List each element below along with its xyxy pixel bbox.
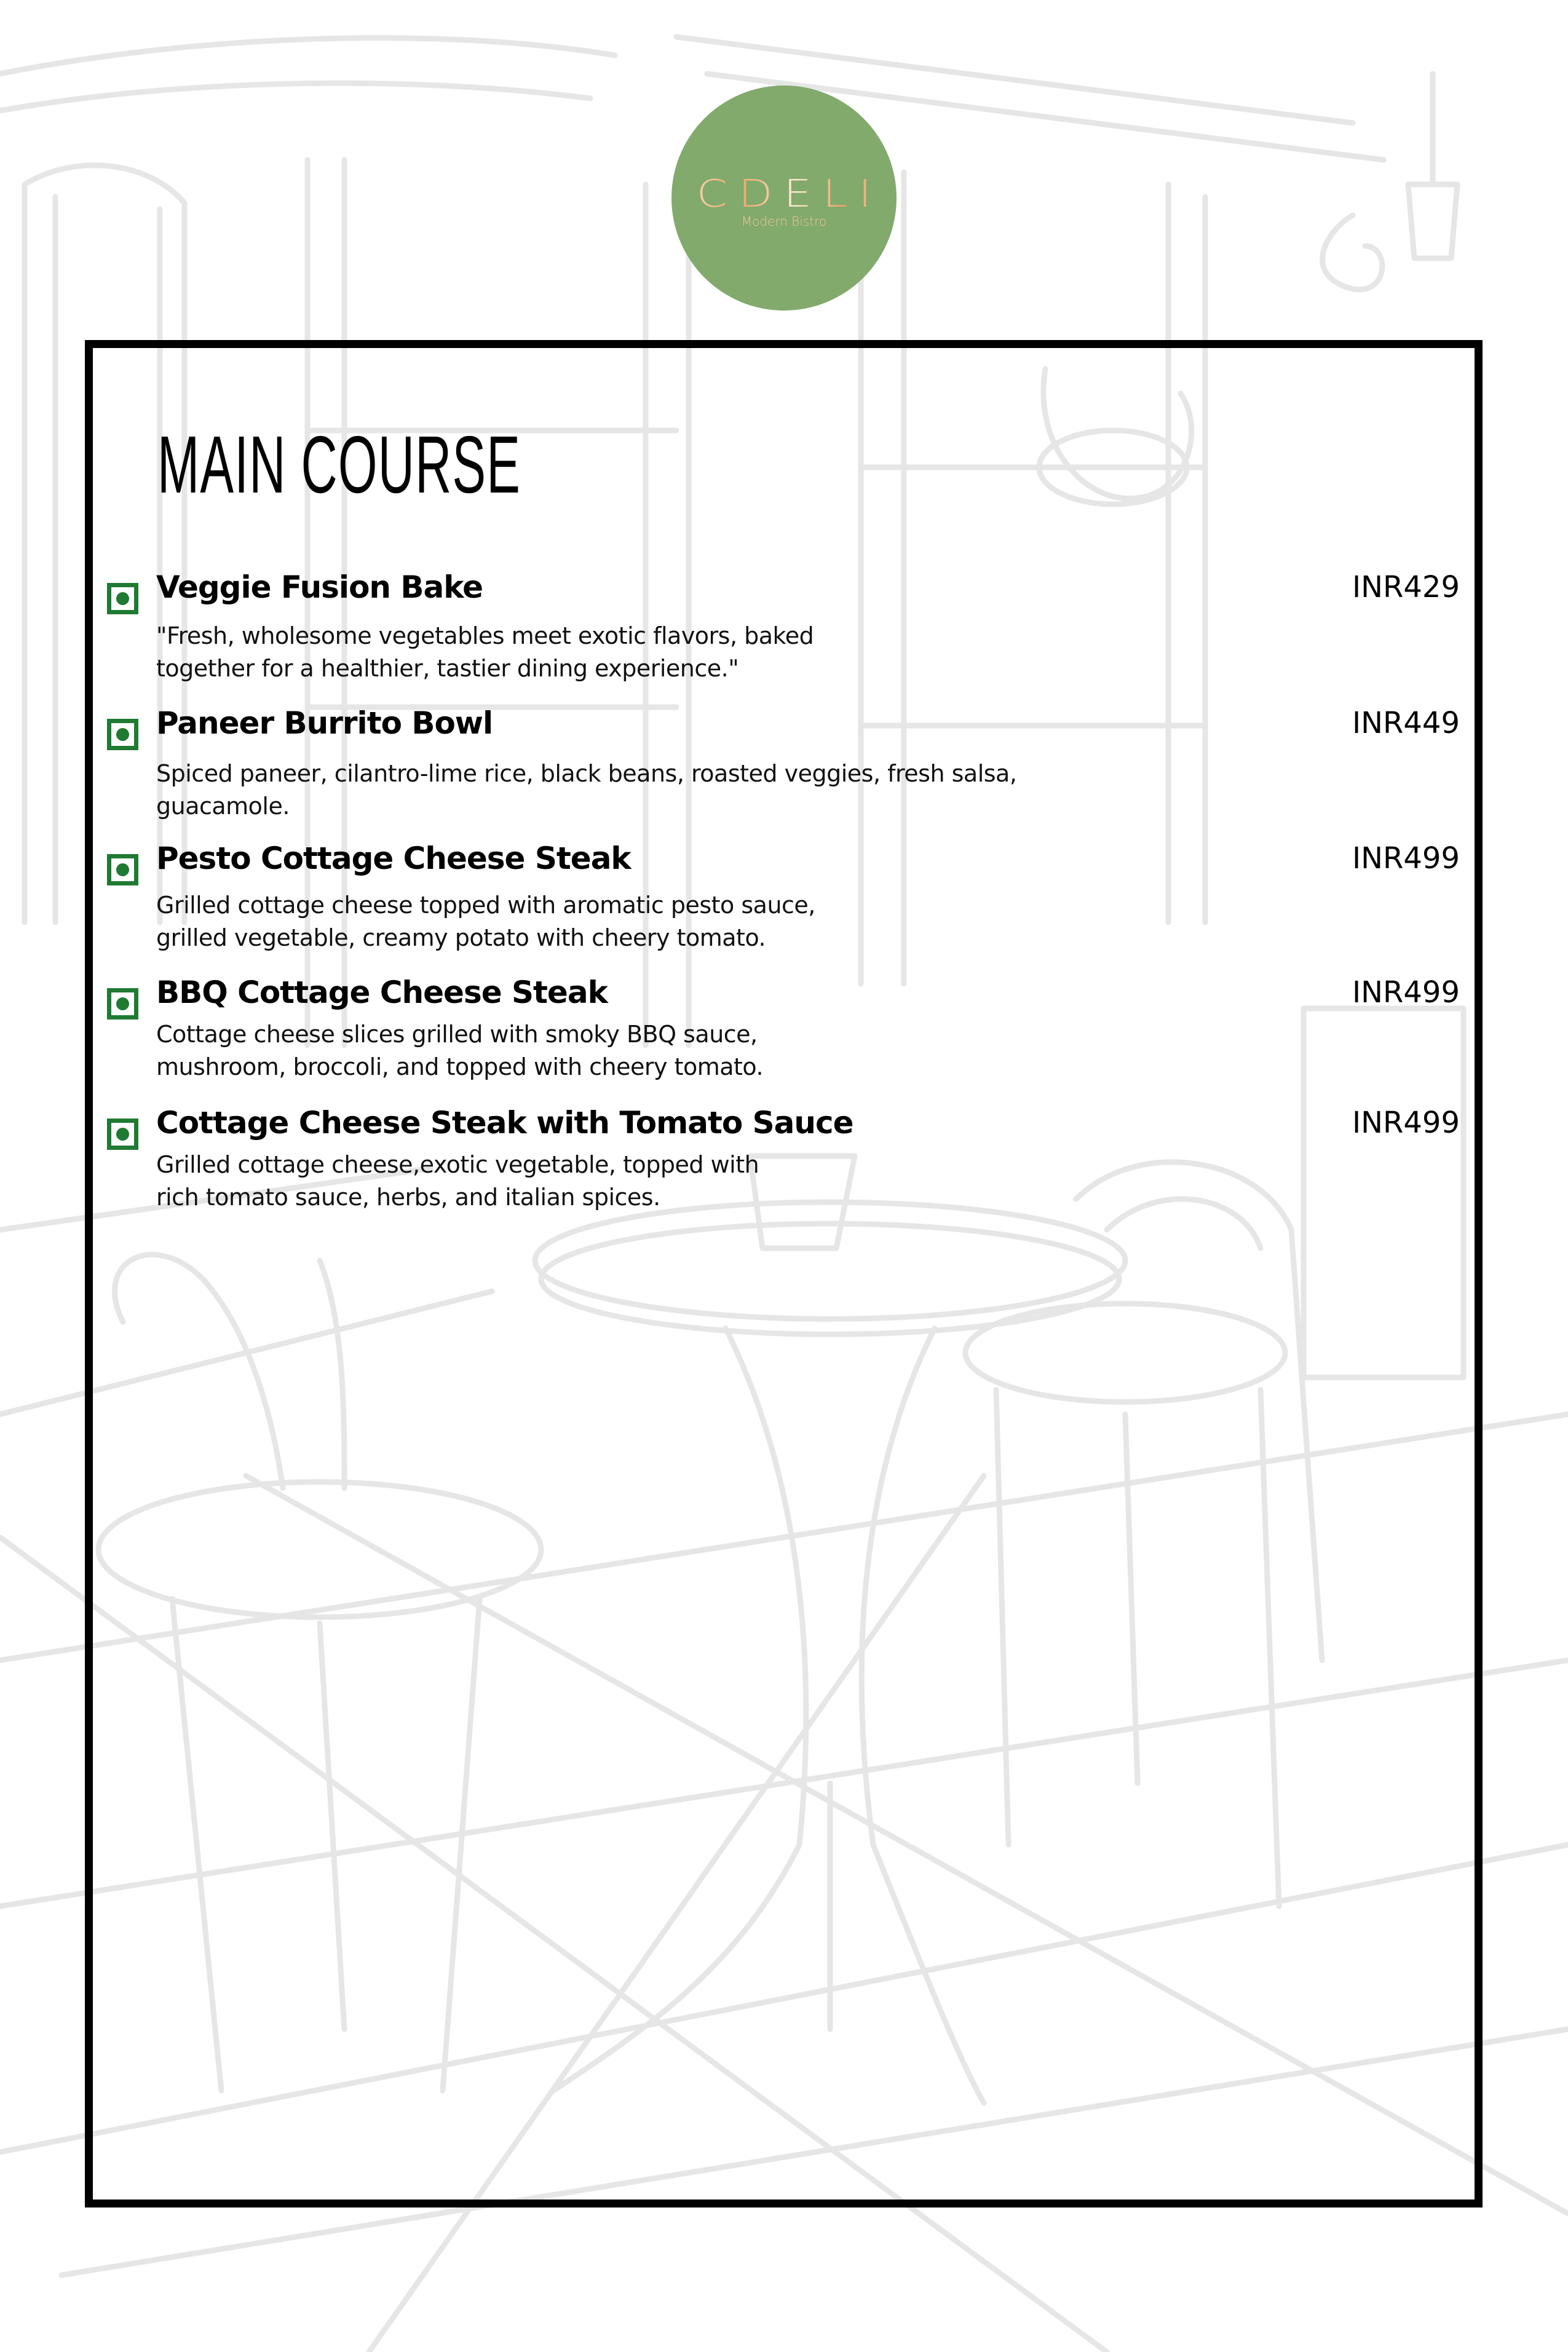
- veg-dot: [116, 728, 129, 741]
- item-description: Spiced paneer, cilantro-lime rice, black beans, roasted veggies, fresh salsa, guacamole.: [156, 760, 1017, 820]
- veg-dot: [116, 863, 129, 876]
- item-price: INR429: [1352, 570, 1460, 604]
- sketch-lamp: [1323, 74, 1457, 290]
- item-name: Veggie Fusion Bake: [156, 569, 483, 605]
- veg-dot: [116, 1128, 129, 1141]
- item-description: "Fresh, wholesome vegetables meet exotic flavors, baked together for a healthier, tastier dining experience.": [156, 622, 814, 682]
- brand-name: CDELI: [671, 175, 897, 212]
- veg-dot: [116, 997, 129, 1010]
- item-price: INR499: [1352, 1106, 1460, 1140]
- item-description: Grilled cottage cheese,exotic vegetable, topped with rich tomato sauce, herbs, and italian spices.: [156, 1151, 759, 1211]
- item-description: Cottage cheese slices grilled with smoky BBQ sauce, mushroom, broccoli, and topped with cheery tomato.: [156, 1021, 764, 1080]
- item-price: INR499: [1352, 975, 1460, 1010]
- item-name: Cottage Cheese Steak with Tomato Sauce: [156, 1105, 853, 1141]
- item-price: INR449: [1352, 706, 1460, 740]
- section-title: MAIN COURSE: [157, 419, 521, 510]
- veg-icon: [107, 583, 138, 614]
- brand-tagline: Modern Bistro: [741, 214, 827, 229]
- veg-dot: [116, 592, 129, 605]
- item-description: Grilled cottage cheese topped with aromatic pesto sauce, grilled vegetable, creamy potato with cheery tomato.: [156, 892, 815, 951]
- veg-icon: [107, 854, 138, 885]
- veg-icon: [107, 988, 138, 1020]
- veg-icon: [107, 719, 138, 750]
- item-name: BBQ Cottage Cheese Steak: [156, 975, 608, 1010]
- item-name: Paneer Burrito Bowl: [156, 705, 493, 741]
- brand-logo: [671, 85, 897, 311]
- item-name: Pesto Cottage Cheese Steak: [156, 841, 631, 876]
- veg-icon: [107, 1119, 138, 1150]
- item-price: INR499: [1352, 841, 1460, 876]
